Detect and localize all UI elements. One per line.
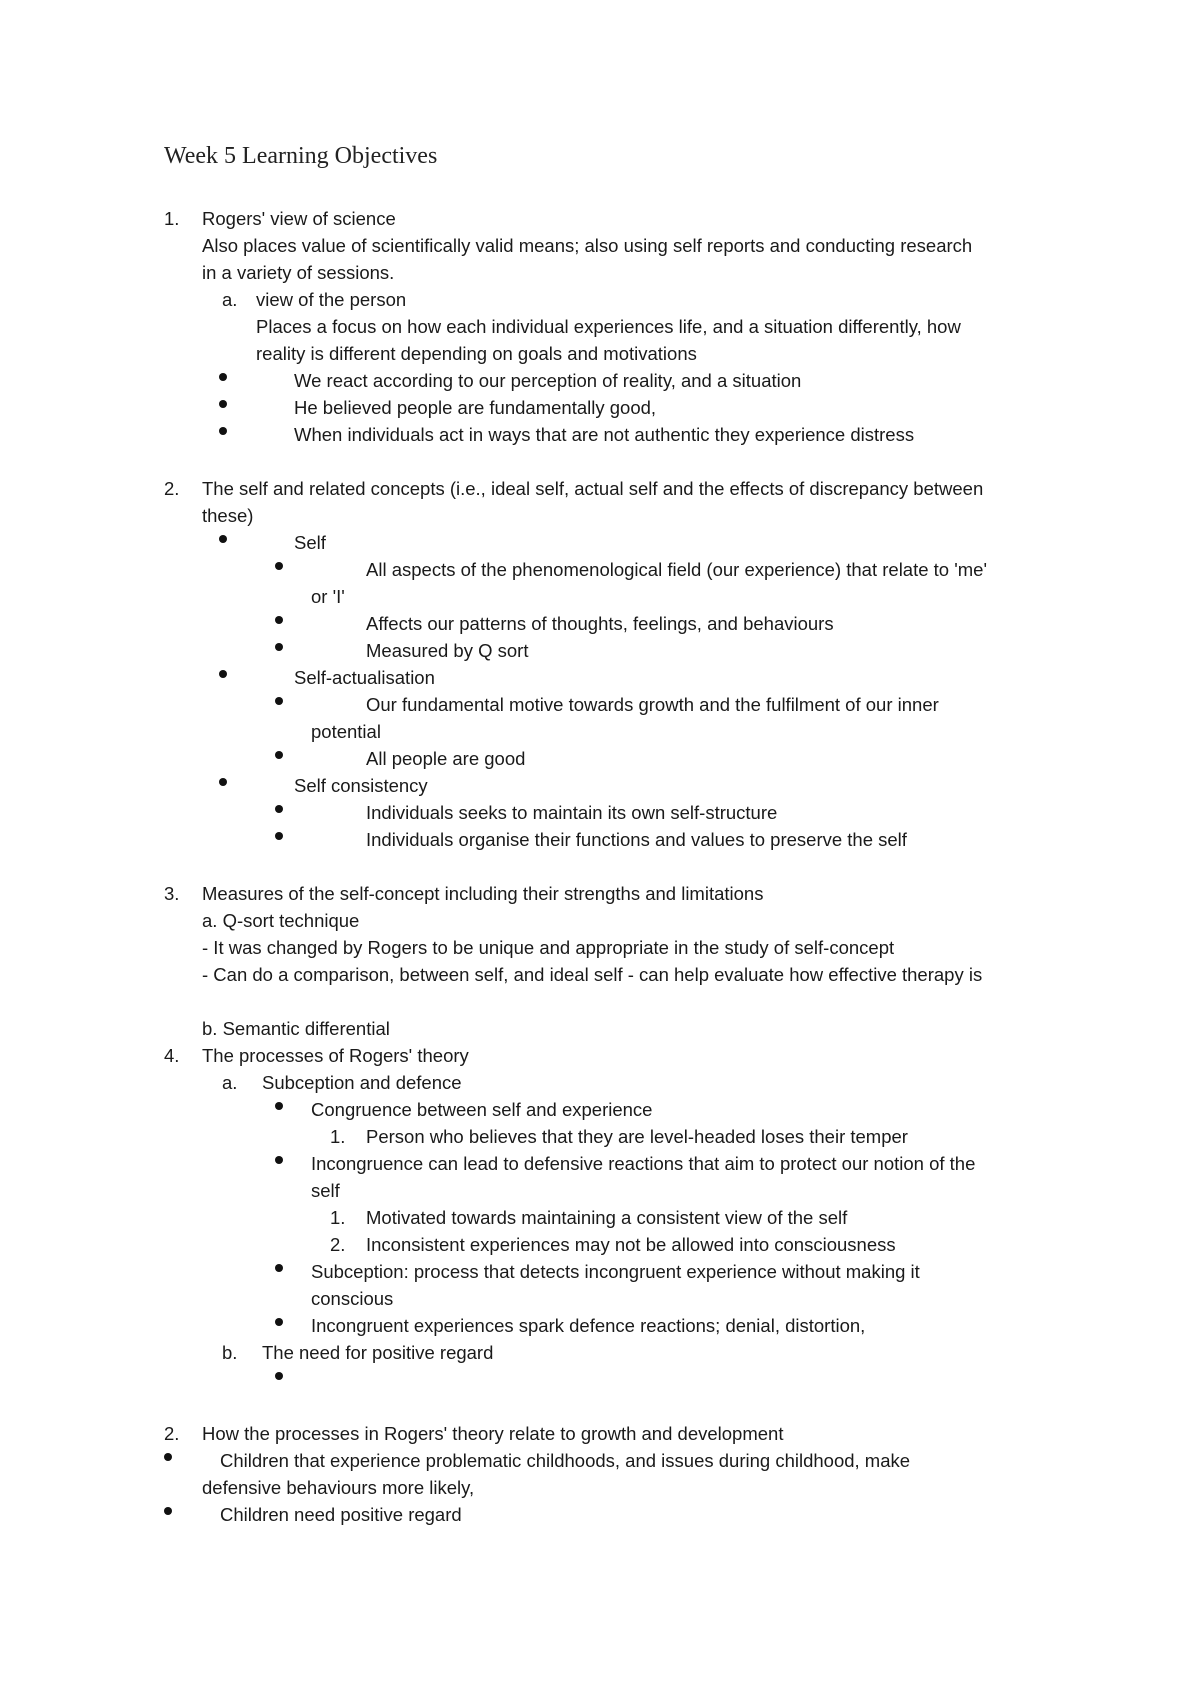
list-item: Children that experience problematic childhoods, and issues during childhood, make bbox=[220, 1450, 911, 1471]
bullet-dot bbox=[275, 1318, 283, 1326]
section-1-text: Also places value of scientifically valid means; also using self reports and conducting research bbox=[202, 235, 973, 256]
section-3a: a. Q-sort technique bbox=[202, 910, 360, 931]
section-3a-detail: - Can do a comparison, between self, and ideal self - can help evaluate how effective therapy is bbox=[202, 964, 983, 985]
sub-item: Person who believes that they are level-headed loses their temper bbox=[366, 1126, 908, 1147]
sub-item-number: 1. bbox=[330, 1207, 346, 1228]
list-item-self-consistency: Self consistency bbox=[294, 775, 428, 796]
list-item: Measured by Q sort bbox=[366, 640, 529, 661]
bullet-dot bbox=[219, 427, 227, 435]
list-item: All aspects of the phenomenological field (our experience) that relate to 'me' bbox=[366, 559, 987, 580]
bullet-dot bbox=[275, 616, 283, 624]
section-3-heading: Measures of the self-concept including their strengths and limitations bbox=[202, 883, 764, 904]
bullet-dot bbox=[219, 535, 227, 543]
section-5-number: 2. bbox=[164, 1423, 180, 1444]
list-item: When individuals act in ways that are not authentic they experience distress bbox=[294, 424, 915, 445]
section-4-heading: The processes of Rogers' theory bbox=[202, 1045, 469, 1066]
list-item: defensive behaviours more likely, bbox=[202, 1477, 475, 1498]
list-item: Our fundamental motive towards growth and the fulfilment of our inner bbox=[366, 694, 939, 715]
section-1a-text: Places a focus on how each individual experiences life, and a situation differently, how bbox=[256, 316, 961, 337]
bullet-dot bbox=[275, 562, 283, 570]
list-item: He believed people are fundamentally good, bbox=[294, 397, 657, 418]
bullet-dot bbox=[219, 400, 227, 408]
section-4-number: 4. bbox=[164, 1045, 180, 1066]
section-4b-heading: The need for positive regard bbox=[262, 1342, 494, 1363]
section-2-number: 2. bbox=[164, 478, 180, 499]
sub-item-number: 1. bbox=[330, 1126, 346, 1147]
list-item: Individuals organise their functions and values to preserve the self bbox=[366, 829, 907, 850]
list-item: Affects our patterns of thoughts, feelings, and behaviours bbox=[366, 613, 834, 634]
bullet-dot bbox=[219, 778, 227, 786]
list-item: potential bbox=[311, 721, 381, 742]
section-1-heading: Rogers' view of science bbox=[202, 208, 396, 229]
section-2-heading: The self and related concepts (i.e., ideal self, actual self and the effects of discrepancy between bbox=[202, 478, 984, 499]
list-item: Incongruence can lead to defensive reactions that aim to protect our notion of the bbox=[311, 1153, 976, 1174]
bullet-dot bbox=[275, 805, 283, 813]
bullet-dot bbox=[275, 832, 283, 840]
section-4a-marker: a. bbox=[222, 1072, 238, 1093]
bullet-dot bbox=[275, 1264, 283, 1272]
section-3a-detail: - It was changed by Rogers to be unique and appropriate in the study of self-concept bbox=[202, 937, 895, 958]
section-5-heading: How the processes in Rogers' theory relate to growth and development bbox=[202, 1423, 784, 1444]
list-item: Children need positive regard bbox=[220, 1504, 462, 1525]
section-1-text: in a variety of sessions. bbox=[202, 262, 395, 283]
section-1a-marker: a. bbox=[222, 289, 238, 310]
bullet-dot bbox=[275, 1156, 283, 1164]
list-item-self-actualisation: Self-actualisation bbox=[294, 667, 435, 688]
list-item-self: Self bbox=[294, 532, 326, 553]
sub-item: Inconsistent experiences may not be allowed into consciousness bbox=[366, 1234, 896, 1255]
section-3-number: 3. bbox=[164, 883, 180, 904]
sub-item: Motivated towards maintaining a consistent view of the self bbox=[366, 1207, 848, 1228]
list-item: We react according to our perception of reality, and a situation bbox=[294, 370, 802, 391]
page-title: Week 5 Learning Objectives bbox=[164, 143, 438, 169]
section-1a-heading: view of the person bbox=[256, 289, 407, 310]
section-2-heading: these) bbox=[202, 505, 254, 526]
list-item: Congruence between self and experience bbox=[311, 1099, 653, 1120]
bullet-dot bbox=[275, 697, 283, 705]
list-item: All people are good bbox=[366, 748, 526, 769]
list-item: Individuals seeks to maintain its own self-structure bbox=[366, 802, 778, 823]
list-item: Incongruent experiences spark defence reactions; denial, distortion, bbox=[311, 1315, 866, 1336]
bullet-dot bbox=[275, 1102, 283, 1110]
bullet-dot bbox=[219, 373, 227, 381]
sub-item-number: 2. bbox=[330, 1234, 346, 1255]
bullet-dot bbox=[219, 670, 227, 678]
section-4b-marker: b. bbox=[222, 1342, 238, 1363]
list-item: Subception: process that detects incongruent experience without making it bbox=[311, 1261, 920, 1282]
list-item: or 'I' bbox=[311, 586, 345, 607]
bullet-dot bbox=[275, 1372, 283, 1380]
bullet-dot bbox=[275, 751, 283, 759]
bullet-dot bbox=[275, 643, 283, 651]
section-4a-heading: Subception and defence bbox=[262, 1072, 462, 1093]
bullet-dot bbox=[164, 1453, 172, 1461]
list-item: self bbox=[311, 1180, 340, 1201]
bullet-dot bbox=[164, 1507, 172, 1515]
section-1a-text: reality is different depending on goals and motivations bbox=[256, 343, 697, 364]
section-1-number: 1. bbox=[164, 208, 180, 229]
list-item: conscious bbox=[311, 1288, 394, 1309]
section-3b: b. Semantic differential bbox=[202, 1018, 390, 1039]
